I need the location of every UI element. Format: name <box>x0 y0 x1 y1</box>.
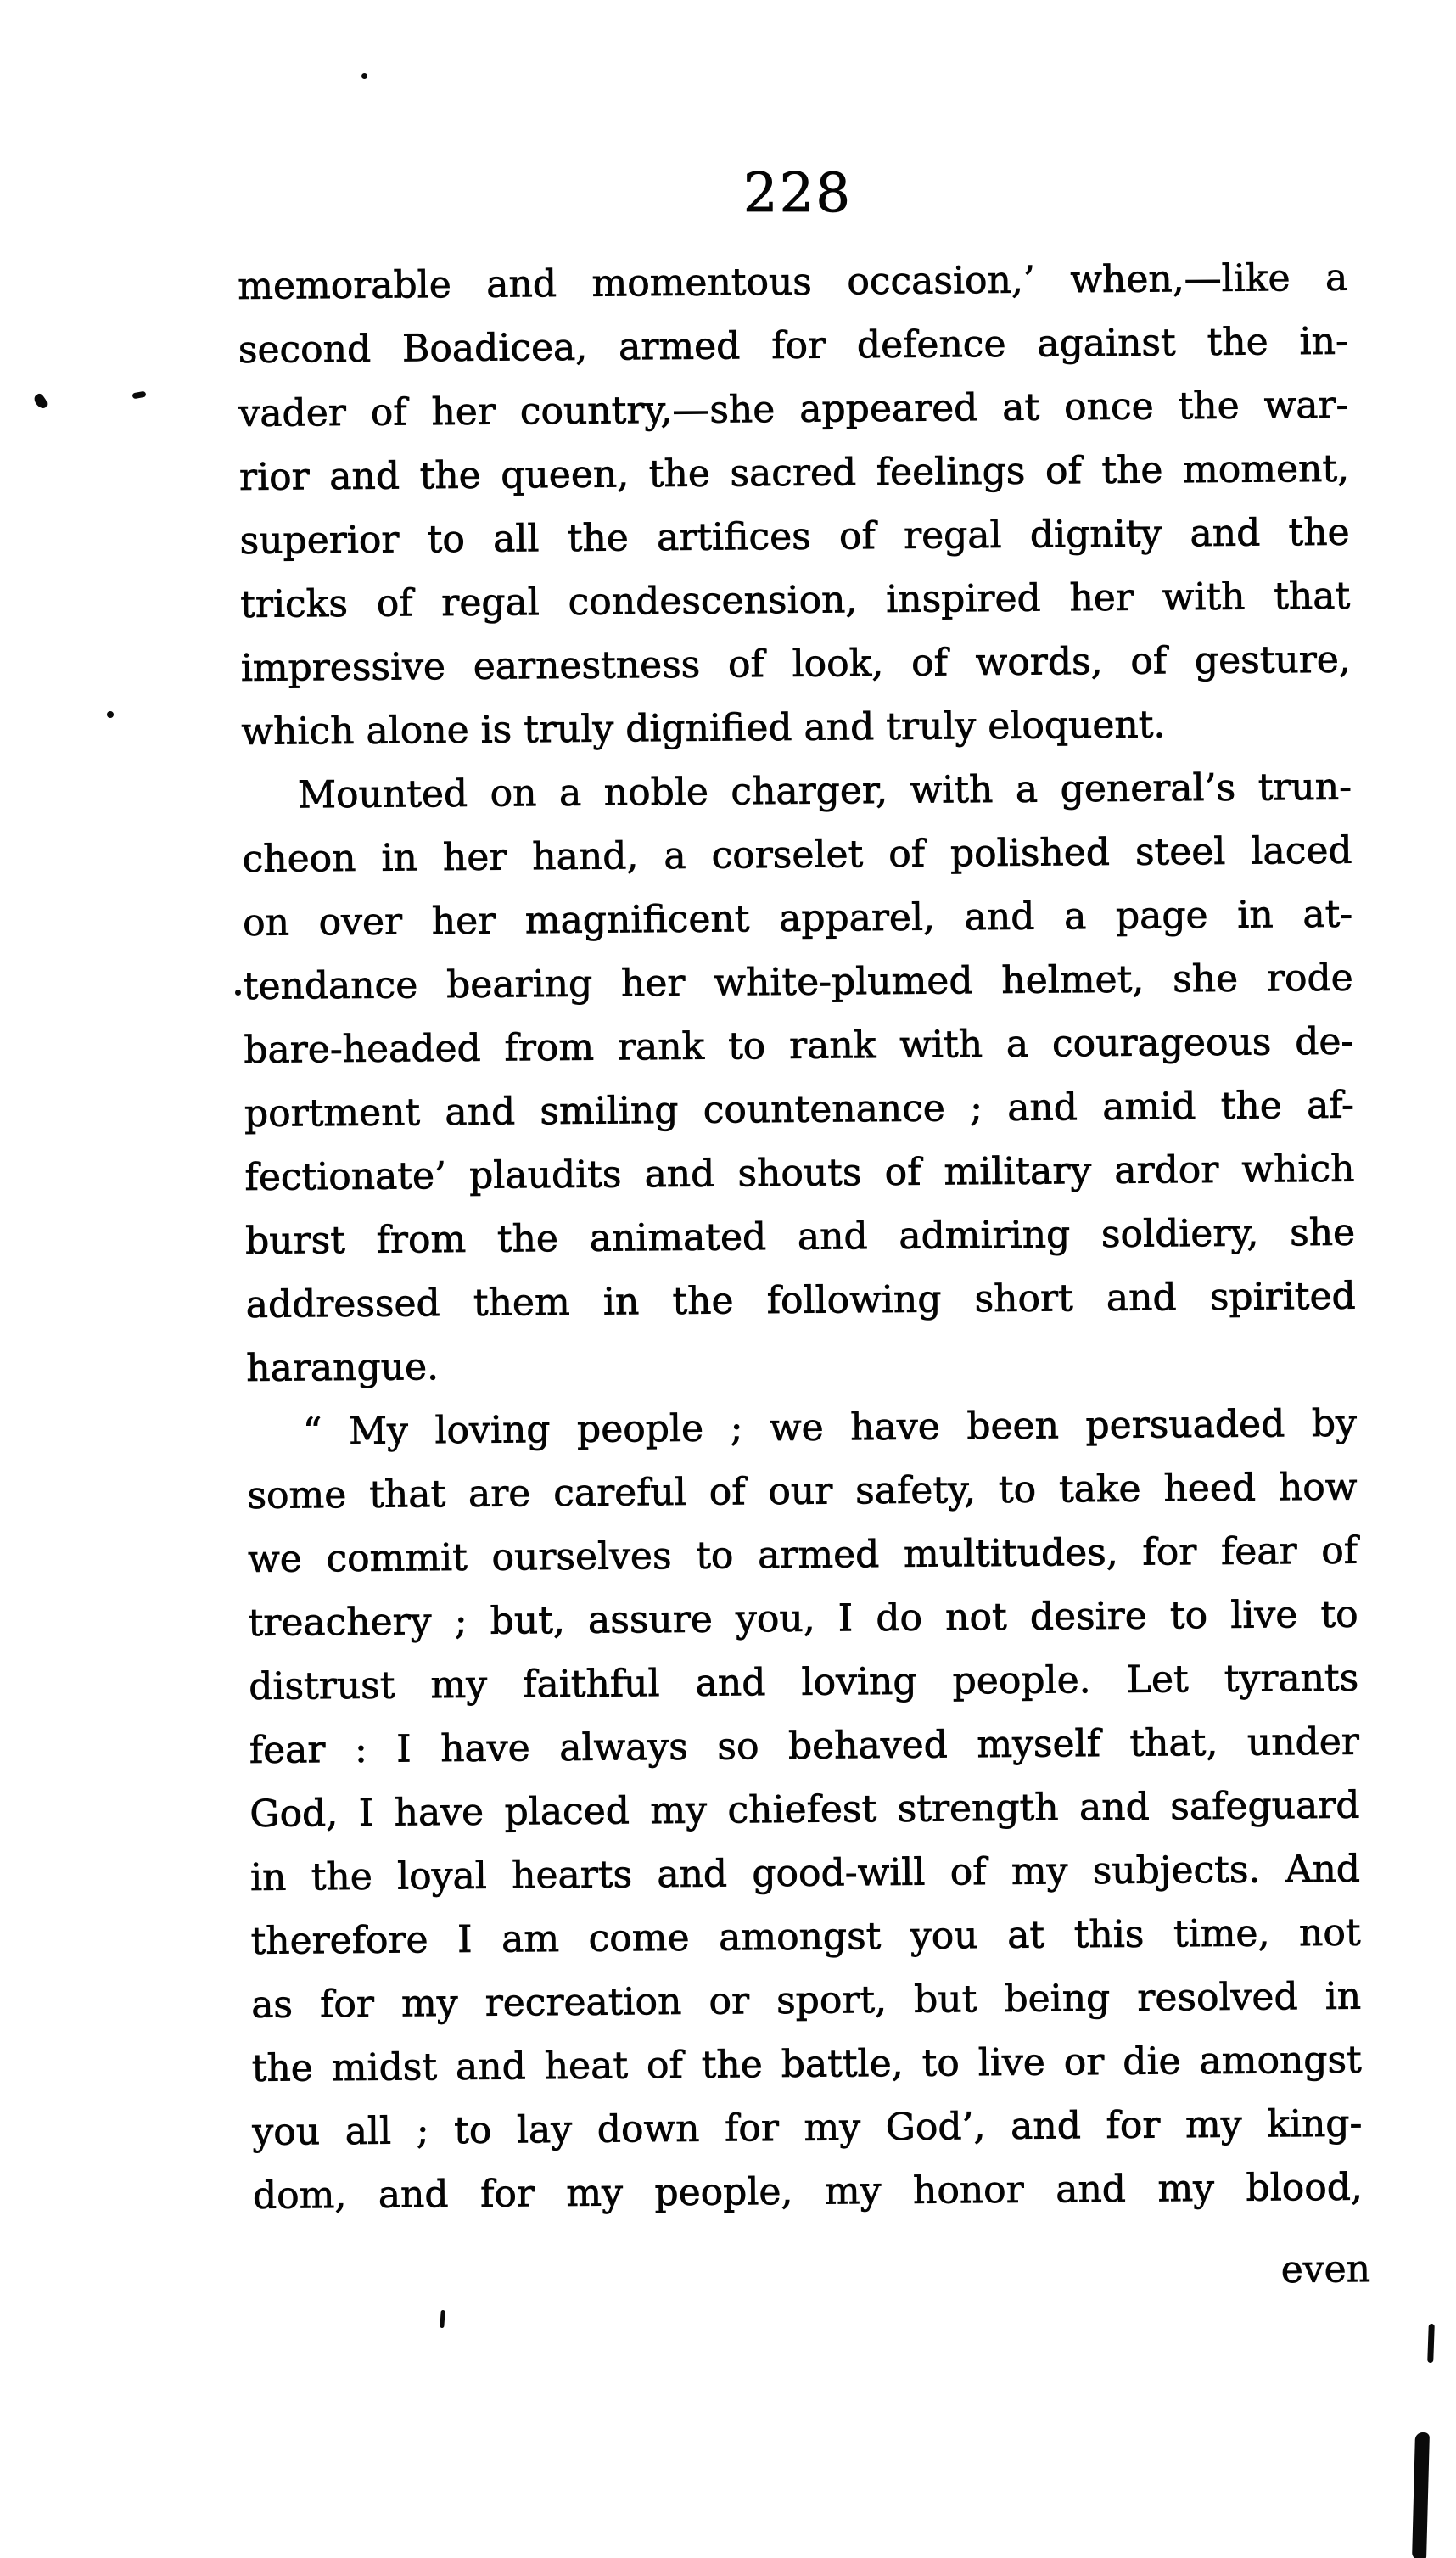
text-line: tendance bearing her white-plumed helmet, she rode <box>243 956 1353 1008</box>
ink-speck <box>440 2310 445 2328</box>
text-line: therefore I am come amongst you at this time, not <box>250 1910 1361 1963</box>
text-line: in the loyal hearts and good-will of my subjects. And <box>249 1847 1361 1899</box>
text-line: God, I have placed my chiefest strength and safeguard <box>249 1783 1360 1836</box>
text-line: bare-headed from rank to rank with a courageous de- <box>244 1019 1354 1072</box>
text-line: fectionate’ plaudits and shouts of military ardor which <box>244 1147 1355 1199</box>
text-line: portment and smiling countenance ; and amid the af- <box>244 1083 1355 1136</box>
ink-speck <box>107 711 114 718</box>
text-line: Mounted on a noble charger, with a general’s trun- <box>297 765 1352 817</box>
text-line: superior to all the artifices of regal dignity and the <box>239 510 1350 563</box>
text-line: “ My loving people ; we have been persuaded by <box>302 1401 1358 1454</box>
ink-speck <box>1412 2432 1430 2558</box>
ink-speck <box>361 73 367 79</box>
text-line: cheon in her hand, a corselet of polished steel laced <box>242 828 1352 881</box>
ink-speck <box>235 990 241 996</box>
text-line: vader of her country,—she appeared at once the war- <box>238 383 1349 435</box>
text-line: we commit ourselves to armed multitudes, for fear of <box>247 1529 1358 1581</box>
text-line: rior and the queen, the sacred feelings of the moment, <box>238 446 1350 499</box>
text-line: burst from the animated and admiring soldiery, she <box>244 1210 1356 1263</box>
text-line: as for my recreation or sport, but being resolved in <box>250 1974 1362 2027</box>
text-line: memorable and momentous occasion,’ when,—like a <box>238 255 1348 308</box>
text-line: which alone is truly dignified and truly eloquent. <box>241 703 1166 754</box>
text-line: the midst and heat of the battle, to live or die amongst <box>251 2038 1362 2090</box>
text-line: fear : I have always so behaved myself that, under <box>249 1719 1360 1772</box>
text-line: addressed them in the following short and spirited <box>245 1274 1356 1327</box>
text-line: distrust my faithful and loving people. Let tyrants <box>249 1656 1359 1708</box>
text-line: second Boadicea, armed for defence against the in- <box>238 319 1349 372</box>
text-line: on over her magnificent apparel, and a page in at- <box>242 892 1353 945</box>
text-line: some that are careful of our safety, to take heed how <box>247 1465 1358 1517</box>
ink-speck <box>1427 2324 1435 2363</box>
text-line: harangue. <box>246 1345 440 1390</box>
page-number: 228 <box>742 162 853 225</box>
text-line: you all ; to lay down for my God’, and for my king- <box>252 2101 1363 2154</box>
text-line: impressive earnestness of look, of words, of gesture, <box>240 637 1351 690</box>
text-line: treachery ; but, assure you, I do not desire to live to <box>248 1592 1358 1645</box>
text-block <box>238 246 1363 2228</box>
catchword: even <box>1280 2247 1371 2292</box>
text-line: dom, and for my people, my honor and my blood, <box>252 2165 1364 2218</box>
ink-speck <box>32 392 49 411</box>
text-line: tricks of regal condescension, inspired her with that <box>240 574 1351 626</box>
ink-speck <box>132 391 147 400</box>
